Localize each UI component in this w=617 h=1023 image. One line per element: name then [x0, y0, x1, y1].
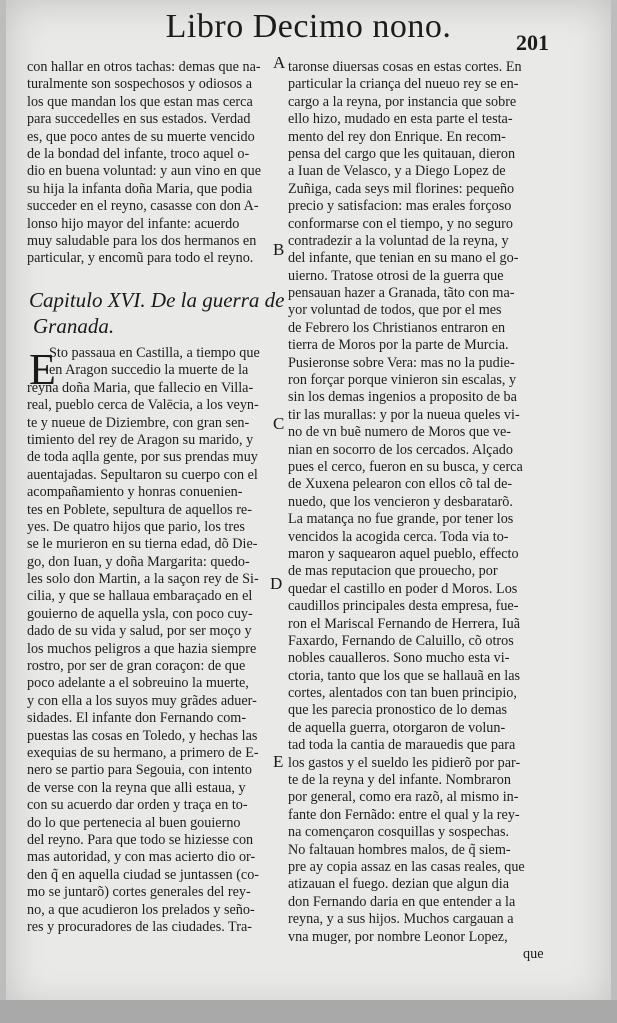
text-line: de verse con la reyna que alli estaua, y	[27, 779, 246, 796]
margin-marker-c: C	[273, 414, 285, 433]
text-line: turalmente son sospechosos y odiosos a	[27, 76, 253, 93]
text-line: reyna doña Maria, que fallecio en Villa-	[27, 379, 254, 396]
text-line: yes. De quatro hijos que pario, los tres	[27, 518, 245, 535]
text-line: do lo que pertenecia al buen gouierno	[27, 814, 241, 831]
text-line: nian en socorro de los cercados. Alçado	[288, 441, 513, 458]
text-line: nuedo, que los vencieron y desbaratarõ.	[288, 493, 513, 510]
text-line: puestas las cosas en Toledo, y hechas las	[27, 727, 258, 744]
text-line: go, don Iuan, y doña Margarita: quedo-	[27, 553, 250, 570]
chapter-heading-line-2: Granada.	[33, 314, 115, 338]
text-line: para succedelles en sus estados. Verdad	[27, 111, 251, 128]
text-line: y con ella a los suyos muy grãdes aduer-	[27, 692, 257, 709]
text-line: mento del rey don Enrique. En recom-	[288, 128, 506, 145]
text-line: reyna, y a sus hijos. Muchos cargauan a	[288, 911, 514, 928]
text-line: particular, y encomũ para todo el reyno.	[27, 250, 254, 267]
text-line: contradezir a la voluntad de la reyna, y	[288, 232, 509, 249]
text-line: muy saludable para los dos hermanos en	[27, 232, 257, 249]
text-line: de Xuxena pelearon con ellos cõ tal de-	[288, 476, 513, 493]
text-line: lonso hijo mayor del infante: acuerdo	[27, 215, 240, 232]
text-line: timiento del rey de Aragon su marido, y	[27, 431, 254, 448]
text-line: maron y saquearon aquel pueblo, effecto	[288, 545, 519, 562]
catchword: que	[523, 946, 544, 962]
text-line: los que mandan los que estan mas cerca	[27, 93, 253, 110]
text-line: del infante, que tenian en su mano el go-	[288, 250, 519, 267]
text-line: cilia, y que se hallaua embaraçado en el	[27, 588, 253, 605]
text-line: uierno. Tratose otrosi de la guerra que	[288, 267, 504, 284]
text-line: pensauan hazer a Granada, tãto con ma-	[288, 285, 515, 302]
text-line: sidades. El infante don Fernando com-	[27, 710, 247, 727]
text-line: succeder en el reyno, casasse con don A-	[27, 198, 259, 215]
text-line: no, a que acudieron los prelados y seño-	[27, 901, 255, 918]
text-line: de Febrero los Christianos entraron en	[288, 319, 506, 336]
text-line: fante don Fernãdo: entre el qual y la rey-	[288, 806, 520, 823]
text-line: te de la reyna y del infante. Nombraron	[288, 772, 511, 789]
text-line: no de vn buẽ numero de Moros que ve-	[288, 424, 512, 441]
text-line: Pusieronse sobre Vera: mas no la pudie-	[288, 354, 515, 371]
text-line: cortes, alentados con tan buen principio,	[288, 685, 517, 702]
text-line: den q̃ en aquella ciudad se juntassen (co-	[27, 866, 260, 883]
text-line: atizauan el fuego. dezian que algun dia	[288, 876, 509, 893]
chapter-heading	[29, 287, 285, 339]
text-line: de mas reputacion que prouecho, por	[288, 563, 498, 580]
margin-marker-a: A	[273, 53, 286, 72]
page-number: 201	[516, 30, 549, 55]
text-line: mo se juntarõ) cortes generales del rey-	[27, 884, 251, 901]
text-line: pues el cerco, fueron en su busca, y cerca	[288, 458, 523, 475]
text-line: don Fernando daria en que entender a la	[288, 893, 516, 910]
text-line: exequias de su hermano, a primero de E-	[27, 744, 259, 761]
text-line: ctoria, tanto que los que se hallauã en las	[288, 667, 521, 684]
text-line: rostro, por ser de gran coraçon: de que	[27, 658, 246, 675]
text-line: por general, como era razõ, al mismo in-	[288, 789, 519, 806]
text-line: a Iuan de Velasco, y a Diego Lopez de	[288, 163, 506, 180]
running-title: Libro Decimo nono.	[165, 8, 452, 45]
text-line: poco adelante a el sobreuino la muerte,	[27, 675, 249, 692]
text-line: vna muger, por nombre Leonor Lopez,	[288, 928, 508, 945]
text-line: acompañamiento y honras conuenien-	[27, 484, 243, 501]
margin-marker-b: B	[273, 240, 285, 259]
text-line: nobles caualleros. Sono mucho esta vi-	[288, 650, 510, 667]
text-line: los muchos peligros a que hazia siempre	[27, 640, 257, 657]
text-line: sin los demas ingenios a proposito de ba	[288, 389, 517, 406]
text-line: na començaron cosquillas y sospechas.	[288, 824, 510, 841]
scan-bottom-edge	[0, 1000, 617, 1023]
text-line: ron forçar porque vinieron sin escalas, y	[288, 372, 517, 389]
text-line: tir las murallas: y por la nueua queles vi-	[288, 406, 520, 423]
text-line: La matança no fue grande, por tener los	[288, 511, 514, 528]
text-line: los gastos y el sueldo les pidierõ por par-	[288, 754, 521, 771]
text-line: caudillos principales desta empresa, fue-	[288, 598, 519, 615]
text-line: pensa del cargo que les quitauan, dieron	[288, 145, 516, 162]
text-line: tes en Poblete, sepultura de aquellos re-	[27, 501, 252, 518]
chapter-heading-line-1: Capitulo XVI. De la guerra de	[29, 288, 285, 312]
text-line: auentajadas. Sepultaron su cuerpo con el	[27, 466, 258, 483]
margin-marker-d: D	[270, 574, 283, 593]
left-column-bottom	[27, 345, 270, 936]
text-line: taronse diuersas cosas en estas cortes. En	[288, 59, 522, 75]
text-line: No faltauan hombres malos, de q̃ siem-	[288, 841, 511, 858]
text-line: Sto passaua en Castilla, a tiempo que	[49, 345, 260, 361]
text-line: ron el Mariscal Fernando de Herrera, Iuã	[288, 615, 521, 632]
text-line: de la bondad del infante, troco aquel o-	[27, 145, 250, 162]
text-line: dio en buena voluntad: y aun vino en que	[27, 163, 262, 180]
text-line: precio y satisfacion: mas erales forçoso	[288, 198, 512, 215]
text-line: con hallar en otros tachas: demas que na-	[27, 59, 261, 75]
text-line: que les parecia pronostico de lo demas	[288, 702, 508, 719]
text-line: Faxardo, Fernando de Caluillo, cõ otros	[288, 632, 514, 649]
text-line: de aquella guerra, otorgaron de volun-	[288, 719, 506, 736]
text-line: mas autoridad, y con mas acierto dio or-	[27, 849, 256, 866]
right-column	[288, 59, 554, 946]
text-line: gouierno de aquella ysla, con poco cuy-	[27, 605, 253, 622]
text-line: particular la criança del nueuo rey se en-	[288, 76, 519, 93]
text-line: tierra de Moros por la parte de Murcia.	[288, 337, 509, 354]
text-line: res y procuradores de las ciudades. Tra-	[27, 918, 252, 935]
text-line: les solo don Martin, a la saçon rey de Si-	[27, 571, 259, 588]
text-line: dado de su vida y salud, por ser moço y	[27, 623, 252, 640]
text-line: yor voluntad de todos, que por el mes	[288, 302, 502, 319]
text-line: Zuñiga, cada seys mil florines: pequeño	[288, 180, 515, 197]
text-line: quedar el castillo en poder d Moros. Los	[288, 580, 518, 597]
left-column-top	[27, 59, 270, 268]
text-line: con su acuerdo dar orden y traça en to-	[27, 797, 248, 814]
text-line: vencidos la acogida cerca. Toda via to-	[288, 528, 509, 545]
text-line: ello hizo, mudado en esta parte el testa-	[288, 111, 513, 128]
text-line: de toda aqlla gente, por sus prendas muy	[27, 449, 258, 466]
text-line: es, que poco antes de su muerte vencido	[27, 128, 255, 145]
text-line: del reyno. Para que todo se hiziesse con	[27, 831, 254, 848]
margin-marker-e: E	[273, 752, 284, 771]
text-line: tad toda la cantia de marauedis que para	[288, 737, 516, 754]
text-line: te y nueue de Diziembre, con gran sen-	[27, 414, 250, 431]
text-line: se le murieron en su tierna edad, dõ Die-	[27, 536, 258, 553]
text-line: en Aragon succedio la muerte de la	[49, 362, 249, 379]
drop-cap: E	[29, 345, 56, 394]
text-line: nero se partio para Segouia, con intento	[27, 762, 252, 779]
text-line: su hija la infanta doña Maria, que podia	[27, 180, 253, 197]
text-line: cargo a la reyna, por instancia que sobre	[288, 93, 517, 110]
text-line: pre ay copia assaz en las casas reales, que	[288, 858, 525, 875]
text-line: conformarse con el tiempo, y no seguro	[288, 215, 513, 232]
text-line: real, pueblo cerca de Valēcia, a los veyn-	[27, 397, 259, 414]
